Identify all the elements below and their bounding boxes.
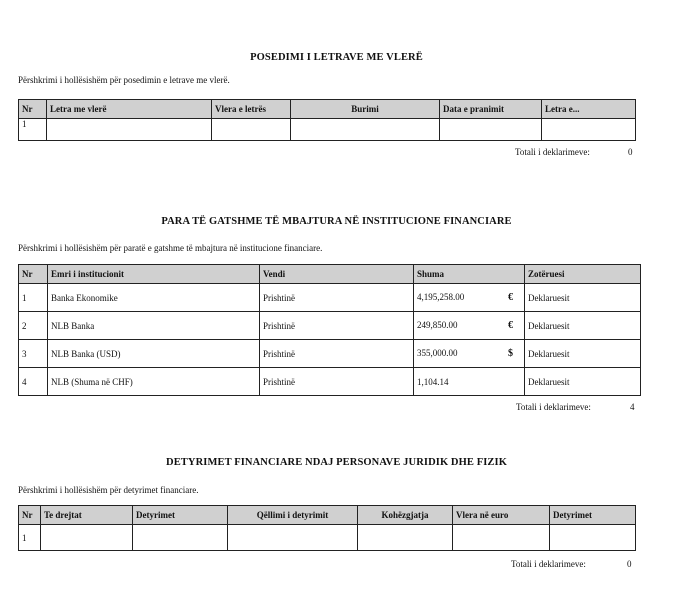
table-row <box>19 368 641 396</box>
table-row <box>19 312 641 340</box>
table-cell: Prishtinë <box>260 312 414 340</box>
total-value: 4 <box>630 402 635 412</box>
euro-icon: € <box>508 292 513 303</box>
column-header: Nr <box>19 100 47 119</box>
table-cell <box>414 284 525 312</box>
section2-title: PARA TË GATSHME TË MBAJTURA NË INSTITUCIONE FINANCIARE <box>161 216 512 227</box>
column-header: Zotëruesi <box>525 265 641 284</box>
column-header: Letra me vlerë <box>47 100 212 119</box>
table-cell: Banka Ekonomike <box>48 284 260 312</box>
table-cell: 1 <box>19 284 48 312</box>
table-row <box>19 284 641 312</box>
table-cell <box>291 119 440 141</box>
amount-value: 249,850.00 <box>417 320 458 330</box>
table-cell: 1 <box>19 525 41 551</box>
table-cell <box>228 525 358 551</box>
table-cell <box>550 525 636 551</box>
section3-title: DETYRIMET FINANCIARE NDAJ PERSONAVE JURIDIK DHE FIZIK <box>166 457 507 468</box>
column-header: Nr <box>19 506 41 525</box>
table-cell: 3 <box>19 340 48 368</box>
amount-value: 355,000.00 <box>417 348 458 358</box>
column-header: Vendi <box>260 265 414 284</box>
section1-description: Përshkrimi i hollësishëm për posedimin e letrave me vlerë. <box>18 75 230 85</box>
table-cell: Deklaruesit <box>525 368 641 396</box>
column-header: Te drejtat <box>41 506 133 525</box>
section1-title: POSEDIMI I LETRAVE ME VLERË <box>250 52 423 63</box>
table-cell <box>133 525 228 551</box>
table-cell: NLB Banka (USD) <box>48 340 260 368</box>
amount-value: 1,104.14 <box>417 376 449 387</box>
table-cell <box>414 312 525 340</box>
table-cell <box>47 119 212 141</box>
section3-total <box>511 559 635 569</box>
column-header: Kohëzgjatja <box>358 506 453 525</box>
table-header-row <box>19 100 636 119</box>
table-cell <box>358 525 453 551</box>
table-cell: NLB Banka <box>48 312 260 340</box>
column-header: Vlera e letrës <box>212 100 291 119</box>
table-cell: 4 <box>19 368 48 396</box>
table-row <box>19 119 636 141</box>
table-cell: Prishtinë <box>260 284 414 312</box>
total-label: Totali i deklarimeve: <box>515 147 590 157</box>
column-header: Shuma <box>414 265 525 284</box>
section1-total <box>515 147 635 157</box>
amount-value: 4,195,258.00 <box>417 292 465 302</box>
table-cell: Deklaruesit <box>525 284 641 312</box>
table-cell: Prishtinë <box>260 340 414 368</box>
table-cell: NLB (Shuma në CHF) <box>48 368 260 396</box>
table-cell <box>414 368 525 396</box>
column-header: Qëllimi i detyrimit <box>228 506 358 525</box>
table-row <box>19 340 641 368</box>
table-cell: Prishtinë <box>260 368 414 396</box>
section3-description: Përshkrimi i hollësishëm për detyrimet financiare. <box>18 485 199 495</box>
table-cell: 2 <box>19 312 48 340</box>
column-header: Burimi <box>291 100 440 119</box>
table-header-row <box>19 265 641 284</box>
table-cell: 1 <box>19 119 47 141</box>
total-value: 0 <box>628 147 633 157</box>
column-header: Vlera në euro <box>453 506 550 525</box>
table-cell <box>453 525 550 551</box>
table-cell: Deklaruesit <box>525 340 641 368</box>
table-cell <box>212 119 291 141</box>
total-value: 0 <box>627 559 632 569</box>
total-label: Totali i deklarimeve: <box>516 402 591 412</box>
section2-description: Përshkrimi i hollësishëm për paratë e gatshme të mbajtura në institucione financiare. <box>18 243 323 253</box>
column-header: Letra e... <box>542 100 636 119</box>
column-header: Detyrimet <box>550 506 636 525</box>
euro-icon: € <box>508 320 513 331</box>
table-cell <box>542 119 636 141</box>
section1-table <box>18 99 636 141</box>
table-cell: Deklaruesit <box>525 312 641 340</box>
table-row <box>19 525 636 551</box>
column-header: Nr <box>19 265 48 284</box>
dollar-icon: $ <box>508 348 513 359</box>
column-header: Emri i institucionit <box>48 265 260 284</box>
column-header: Detyrimet <box>133 506 228 525</box>
table-cell <box>440 119 542 141</box>
total-label: Totali i deklarimeve: <box>511 559 586 569</box>
section2-table <box>18 264 641 396</box>
section3-table <box>18 505 636 551</box>
table-cell <box>414 340 525 368</box>
table-header-row <box>19 506 636 525</box>
column-header: Data e pranimit <box>440 100 542 119</box>
section2-total <box>516 402 640 412</box>
table-cell <box>41 525 133 551</box>
